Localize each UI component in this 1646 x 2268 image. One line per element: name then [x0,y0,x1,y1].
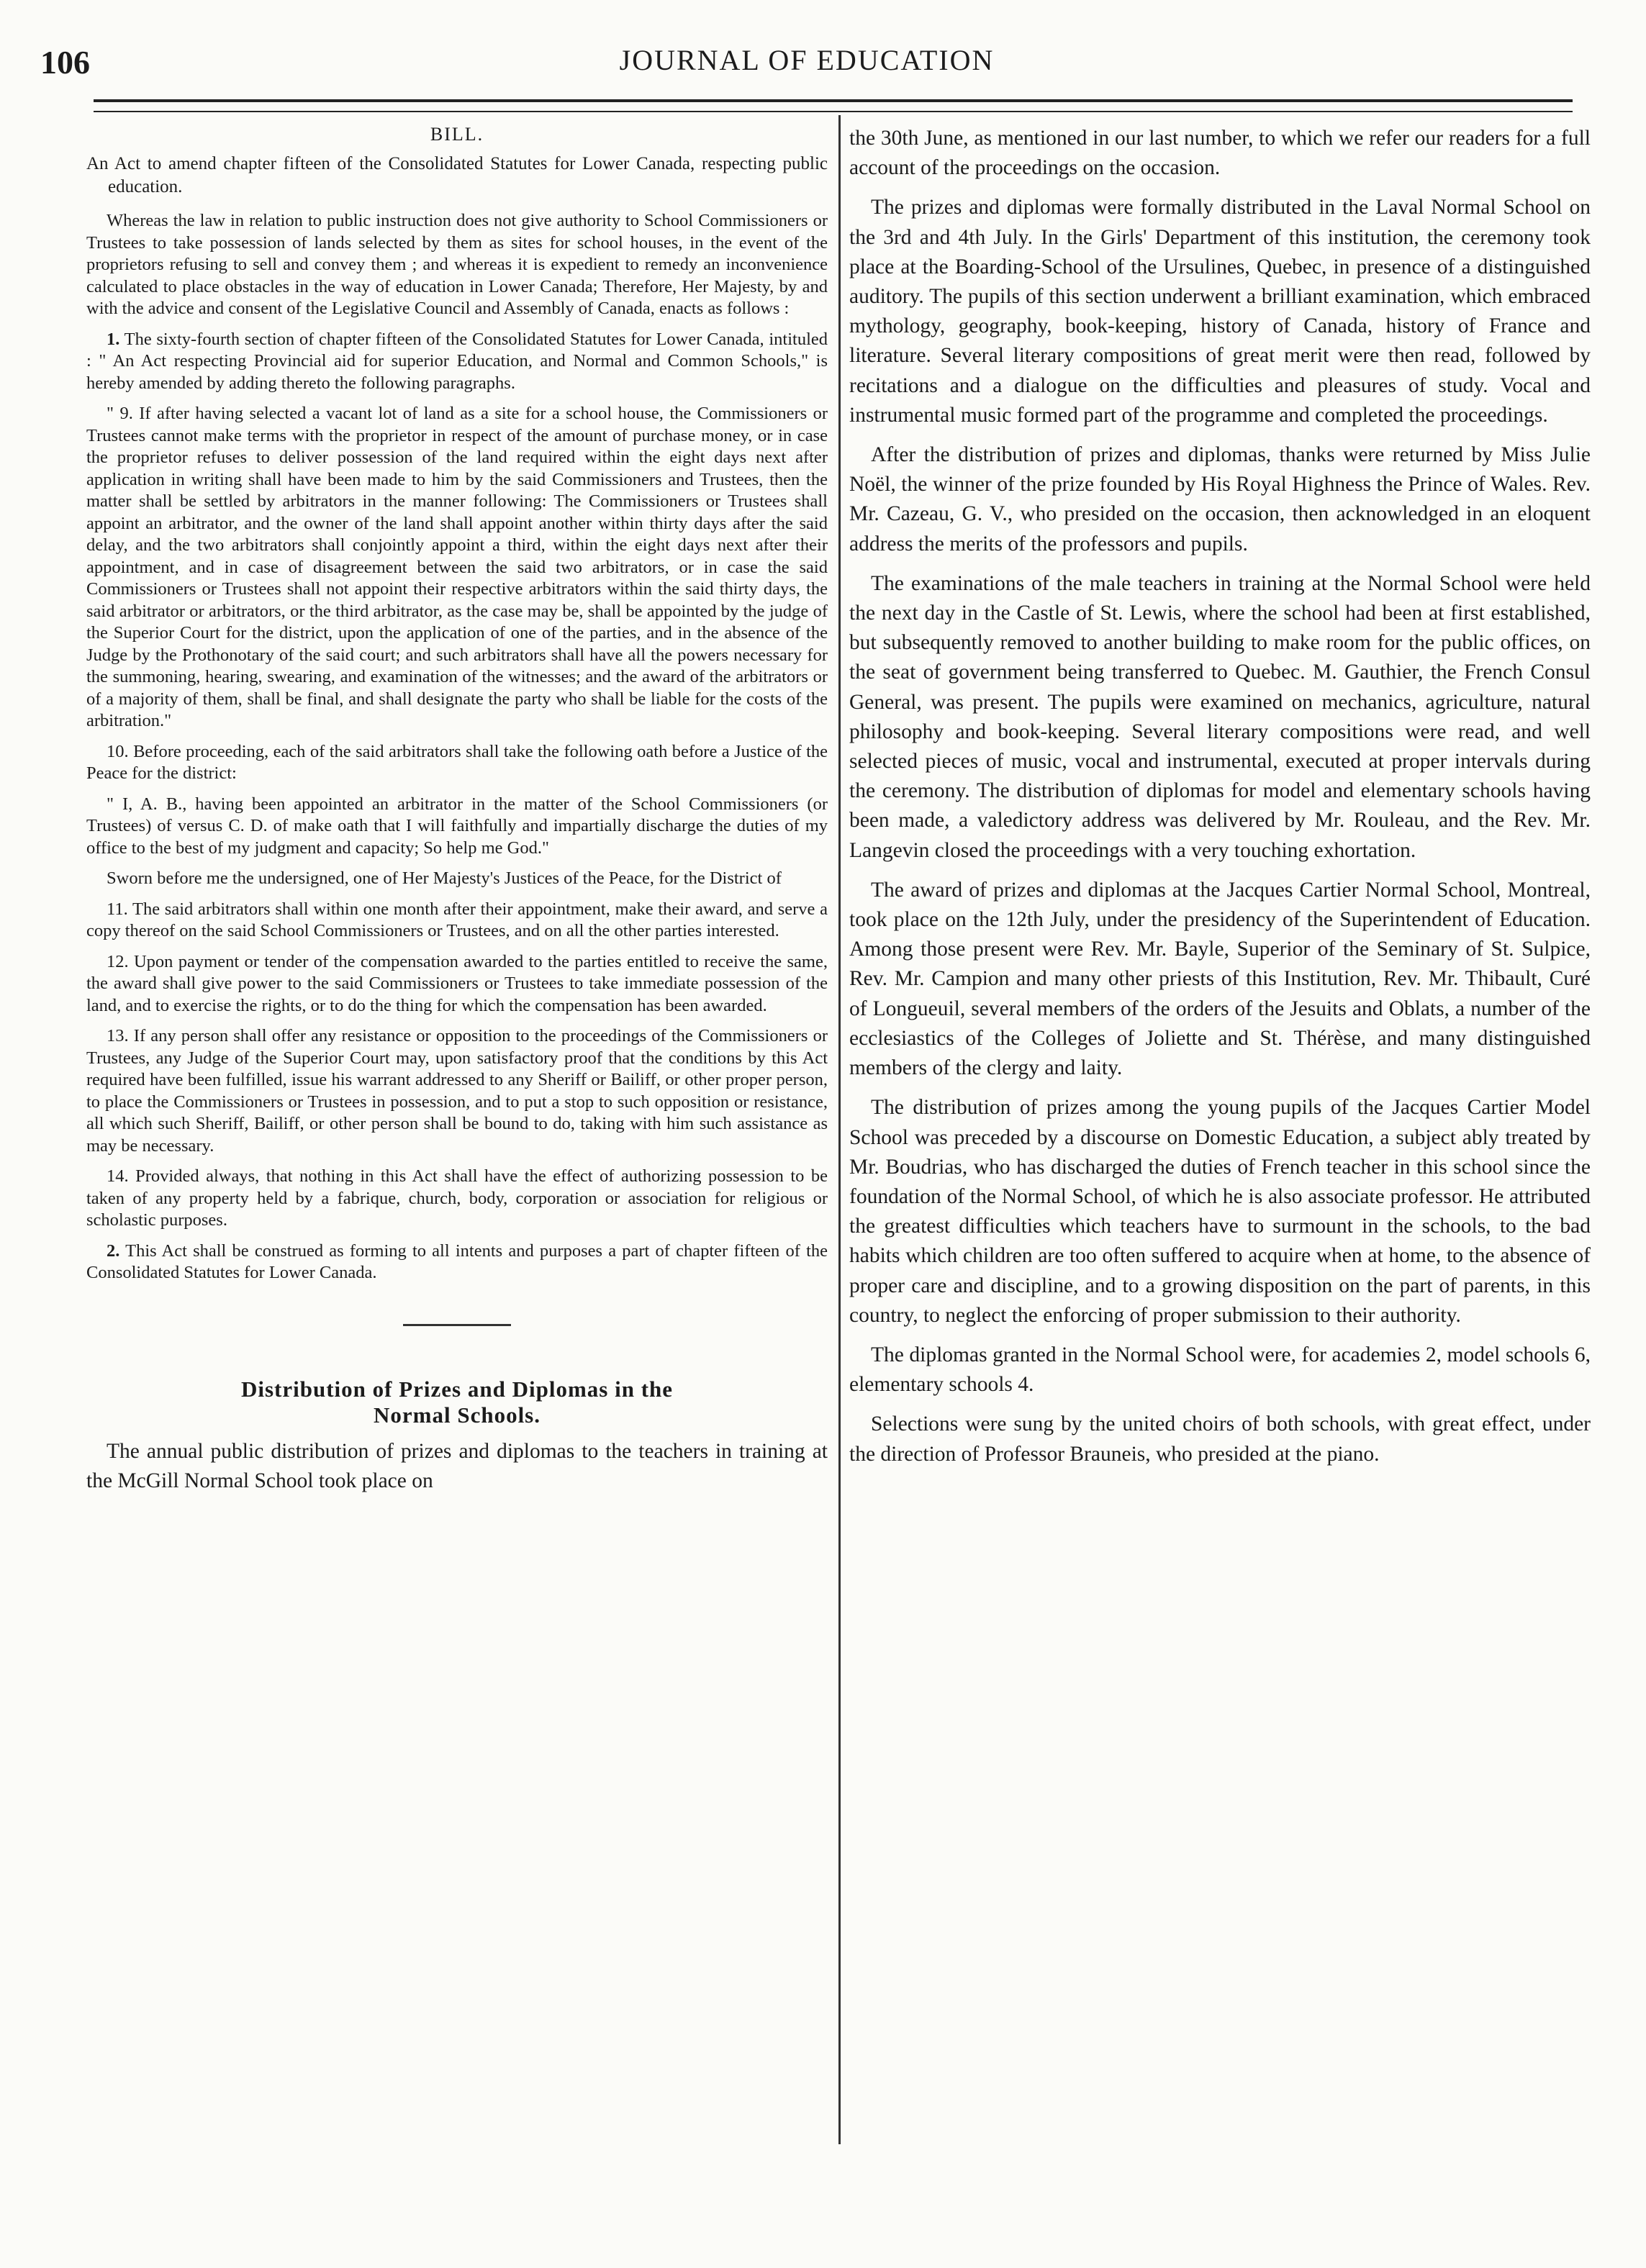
left-column [86,124,828,1505]
journal-title: JOURNAL OF EDUCATION [619,44,995,76]
article-paragraph-4: The examinations of the male teachers in training at the Normal School were held the next day in the Castle of St. Lewis, where the school had been at first established, but subsequently removed to another building to make room for the public offices, on the seat of government being transferred to Quebec. M. Gauthier, the French Consul General, was present. The pupils were examined on mechanics, agriculture, natural philosophy and book-keeping. Several literary compositions were read, and well selected pieces of music, vocal and instrumental, executed at proper intervals during the ceremony. The distribution of diplomas for model and elementary schools having been made, a valedictory address was delivered by Mr. Rouleau, and the Rev. Mr. Langevin closed the proceedings with a very touching exhortation. [849,571,1591,862]
bill-paragraph-10: 10. Before proceeding, each of the said arbitrators shall take the following oath before a Justice of the Peace for the district: [86,741,828,783]
article-paragraph-5: The award of prizes and diplomas at the Jacques Cartier Normal School, Montreal, took place on the 12th July, under the presidency of the Superintendent of Education. Among those present were Rev. Mr. Bayle, Superior of the Seminary of St. Sulpice, Rev. Mr. Campion and many other priests of this Institution, Rev. Mr. Thibault, Curé of Longueuil, several members of the orders of the Jesuits and Oblats, a number of the ecclesiastics of the Colleges of Joliette and St. Thérèse, and many distinguished members of the clergy and laity. [849,878,1591,1080]
section-number: 1. [107,329,120,349]
section-heading-line-2: Normal Schools. [374,1402,541,1428]
page-header [40,43,1573,79]
bill-paragraph-9: " 9. If after having selected a vacant lot of land as a site for a school house, the Commissioners or Trustees cannot make terms with the proprietor in respect of the amount of purchase money, or in case the proprietor refuses to deliver possession of the land required within the eight days next after application in writing shall have been made to him by the said Commissioners and Trustees, then the matter shall be settled by arbitrators in the manner following: The Commissioners or Trustees shall appoint an arbitrator, and the owner of the land shall appoint another within thirty days after the said delay, and the two arbitrators shall conjointly appoint a third, within the eight days next after their appointment, and in case of disagreement between the said two arbitrators, or in case the said Commissioners or Trustees shall not appoint their respective arbitrators within the said thirty days, the said arbitrator or arbitrators, or the third arbitrator, as the case may be, shall be appointed by the judge of the Superior Court for the district, upon the application of one of the parties, and in the absence of the Judge by the Prothonotary of the said court; and such arbitrators shall have all the powers necessary for the summoning, hearing, swearing, and examination of the witnesses; and the award of the arbitrators or of a majority of them, shall be final, and shall designate the party who shall be liable for the costs of the arbitration." [86,404,828,730]
section-heading [86,1376,828,1428]
bill-heading: BILL. [430,124,484,145]
bill-preamble: Whereas the law in relation to public instruction does not give authority to School Commissioners or Trustees to take possession of lands selected by them as sites for school houses, in the event of the proprietors refusing to sell and convey them ; and whereas it is expedient to remedy an inconvenience calculated to place obstacles in the way of education in Lower Canada; Therefore, Her Majesty, by and with the advice and consent of the Legislative Council and Assembly of Canada, enacts as follows : [86,211,828,318]
bill-paragraph-12: 12. Upon payment or tender of the compensation awarded to the parties entitled to receive the same, the award shall give power to the said Commissioners or Trustees to take immediate possession of the land, and to exercise the rights, or to do the thing for which the compensation has been awarded. [86,951,828,1015]
bill-section-1 [86,329,828,395]
section-heading-line-1: Distribution of Prizes and Diplomas in the [240,1376,674,1402]
section-separator [403,1324,511,1326]
section-text: This Act shall be construed as forming to all intents and purposes a part of chapter fifteen of the Consolidated Statutes for Lower Canada. [86,1240,828,1282]
article-paragraph-2: The prizes and diplomas were formally distributed in the Laval Normal School on the 3rd and 4th July. In the Girls' Department of this institution, the ceremony took place at the Boarding-School of the Ursulines, Quebec, in presence of a distinguished auditory. The pupils of this section underwent a brilliant examination, which embraced mythology, geography, book-keeping, history of Canada, history of France and literature. Several literary compositions of great merit were then read, followed by recitations and a dialogue on the difficulties and pleasures of study. Vocal and instrumental music formed part of the programme and completed the proceedings. [849,196,1591,427]
bill-intro: An Act to amend chapter fifteen of the Consolidated Statutes for Lower Canada, respecting public education. [86,154,828,196]
section-number: 2. [107,1240,120,1261]
column-divider [838,115,841,2144]
bill-section-2 [86,1240,828,1284]
bill-paragraph-13: 13. If any person shall offer any resistance or opposition to the proceedings of the Commissioners or Trustees, any Judge of the Superior Court may, upon satisfactory proof that the conditions by this Act required have been fulfilled, issue his warrant addressed to any Sheriff or Bailiff, or other proper person, to place the Commissioners or Trustees in possession, and to put a stop to such opposition or resistance, all which such Sheriff, Bailiff, or other person shall be bound to do, taking with him such assistance as may be necessary. [86,1026,828,1156]
bill-oath: " I, A. B., having been appointed an arbitrator in the matter of the School Commissioners (or Trustees) of versus C. D. of make oath that I will faithfully and impartially discharge the duties of my office to the best of my judgment and capacity; So help me God." [86,794,828,858]
article-paragraph-8: Selections were sung by the united choirs of both schools, with great effect, under the direction of Professor Brauneis, who presided at the piano. [849,1412,1591,1466]
header-rule [94,99,1573,112]
page-number: 106 [40,44,90,81]
article-paragraph-7: The diplomas granted in the Normal School were, for academies 2, model schools 6, elementary schools 4. [849,1343,1591,1397]
section-text: The sixty-fourth section of chapter fifteen of the Consolidated Statutes for Lower Canada, intituled : " An Act respecting Provincial aid for superior Education, and Normal and Common Schools," is hereby amended by adding thereto the following paragraphs. [86,329,828,393]
right-column [849,124,1591,1479]
article-paragraph-6: The distribution of prizes among the young pupils of the Jacques Cartier Model School was preceded by a discourse on Domestic Education, a subject ably treated by Mr. Boudrias, who has discharged the duties of French teacher in this school since the foundation of the Normal School, of which he is also associate professor. He attributed the greatest difficulties which teachers have to surmount in the schools, to the bad habits which children are too often suffered to acquire when at home, to the absence of proper care and discipline, and to a growing disposition on the part of parents, in this country, to neglect the enforcing of proper submission to their authority. [849,1096,1591,1327]
bill-paragraph-11: 11. The said arbitrators shall within one month after their appointment, make their award, and serve a copy thereof on the said School Commissioners or Trustees, and on all the other parties interested. [86,899,828,940]
bill-sworn: Sworn before me the undersigned, one of Her Majesty's Justices of the Peace, for the District of [107,868,782,888]
article-paragraph-1: the 30th June, as mentioned in our last number, to which we refer our readers for a full account of the proceedings on the occasion. [849,127,1591,180]
article-opening: The annual public distribution of prizes and diplomas to the teachers in training at the McGill Normal School took place on [86,1439,828,1492]
article-paragraph-3: After the distribution of prizes and diplomas, thanks were returned by Miss Julie Noël, the winner of the prize founded by His Royal Highness the Prince of Wales. Rev. Mr. Cazeau, G. V., who presided on the occasion, then acknowledged in an eloquent address the merits of the professors and pupils. [849,443,1591,555]
bill-paragraph-14: 14. Provided always, that nothing in this Act shall have the effect of authorizing possession to be taken of any property held by a fabrique, church, body, corporation or association for religious or scholastic purposes. [86,1166,828,1230]
